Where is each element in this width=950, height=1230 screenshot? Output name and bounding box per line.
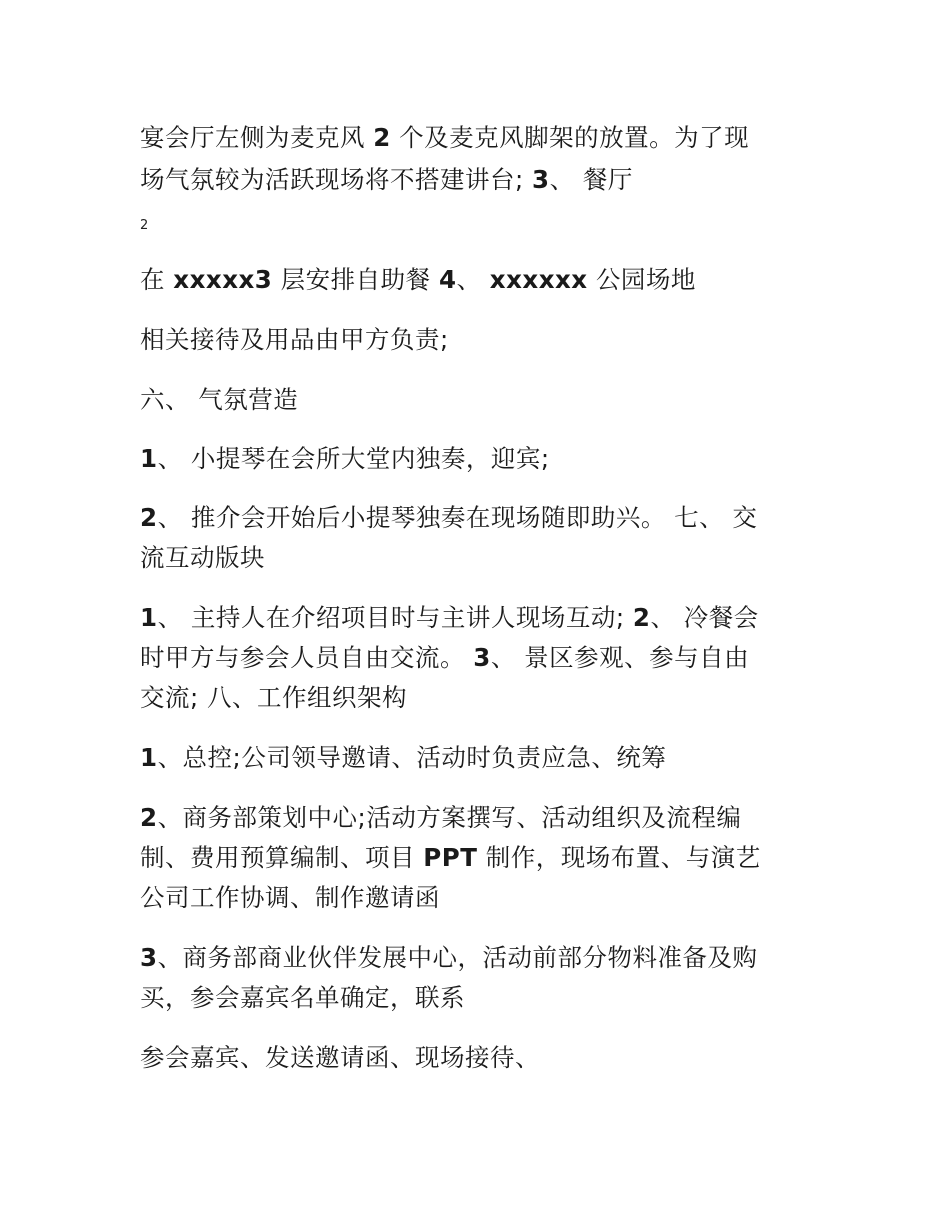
text-line-4: 相关接待及用品由甲方负责; — [140, 325, 449, 354]
section-heading-6: 六、 气氛营造 — [140, 385, 299, 414]
text-line-10: 时甲方与参会人员自由交流。 3、 景区参观、参与自由 — [140, 643, 750, 672]
text-line-14: 制、费用预算编制、项目 PPT 制作，现场布置、与演艺 — [140, 843, 761, 872]
text-line-1: 宴会厅左侧为麦克风 2 个及麦克风脚架的放置。为了现 — [140, 123, 750, 152]
text-line-16: 3、商务部商业伙伴发展中心，活动前部分物料准备及购 — [140, 943, 758, 972]
text-line-7: 2、 推介会开始后小提琴独奏在现场随即助兴。 七、 交 — [140, 503, 758, 532]
page-number: 2 — [140, 218, 149, 233]
text-line-3: 在 xxxxx3 层安排自助餐 4、 xxxxxx 公园场地 — [140, 265, 696, 294]
text-line-6: 1、 小提琴在会所大堂内独奏，迎宾; — [140, 444, 550, 473]
text-line-13: 2、商务部策划中心;活动方案撰写、活动组织及流程编 — [140, 803, 742, 832]
text-line-8: 流互动版块 — [140, 543, 265, 572]
text-line-17: 买，参会嘉宾名单确定，联系 — [140, 983, 465, 1012]
text-line-9: 1、 主持人在介绍项目时与主讲人现场互动; 2、 冷餐会 — [140, 603, 759, 632]
text-line-11: 交流; 八、工作组织架构 — [140, 683, 408, 712]
text-line-18: 参会嘉宾、发送邀请函、现场接待、 — [140, 1043, 540, 1072]
text-line-15: 公司工作协调、制作邀请函 — [140, 883, 440, 912]
text-line-2: 场气氛较为活跃现场将不搭建讲台; 3、 餐厅 — [140, 165, 633, 194]
text-line-12: 1、总控;公司领导邀请、活动时负责应急、统筹 — [140, 743, 667, 772]
